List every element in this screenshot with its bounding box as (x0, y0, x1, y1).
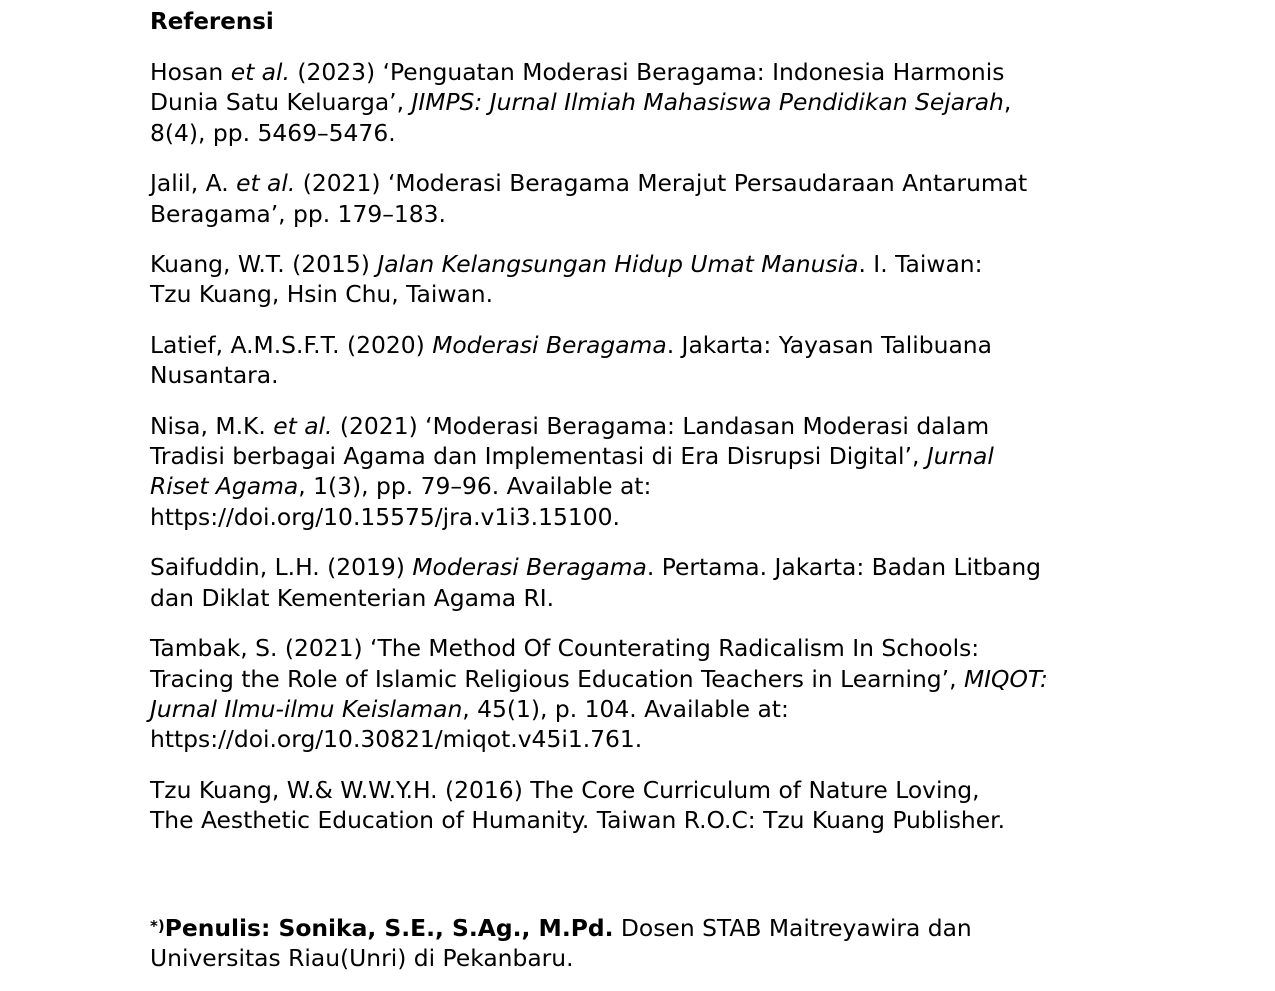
italic-text: JIMPS: Jurnal Ilmiah Mahasiswa Pendidikan Sejarah (411, 88, 1004, 117)
text-span: https://doi.org/10.15575/jra.v1i3.15100. (150, 502, 620, 531)
footnote-marker: *) (150, 917, 165, 935)
reference-line (150, 199, 1150, 229)
bold-text: Penulis: Sonika, S.E., S.Ag., M.Pd. (164, 914, 614, 942)
references-page (150, 6, 1150, 856)
reference-line (150, 411, 1150, 441)
reference-line (150, 87, 1150, 117)
reference-line (150, 168, 1150, 198)
text-span: (2021) ‘Moderasi Beragama: Landasan Moderasi dalam (332, 411, 990, 440)
reference-line (150, 552, 1150, 582)
text-span: dan Diklat Kementerian Agama RI. (150, 583, 555, 612)
text-span: , 45(1), p. 104. Available at: (462, 694, 789, 723)
author-footnote (150, 913, 1150, 974)
text-span: Nisa, M.K. (150, 411, 274, 440)
text-span: (2021) ‘Moderasi Beragama Merajut Persaudaraan Antarumat (295, 169, 1028, 198)
text-span: Tzu Kuang, Hsin Chu, Taiwan. (150, 280, 494, 309)
text-span: , (1003, 88, 1012, 117)
reference-entry (150, 633, 1150, 755)
text-span: . Pertama. Jakarta: Badan Litbang (646, 553, 1042, 582)
reference-entry (150, 249, 1150, 310)
reference-line (150, 664, 1150, 694)
footnote-line (150, 913, 1150, 943)
italic-text: Moderasi Beragama (412, 553, 647, 582)
reference-line (150, 694, 1150, 724)
italic-text: et al. (230, 58, 290, 86)
reference-line (150, 118, 1150, 148)
reference-line (150, 441, 1150, 471)
text-span: Tracing the Role of Islamic Religious Education Teachers in Learning’, (150, 664, 964, 693)
reference-entry (150, 168, 1150, 229)
text-span: Hosan (150, 58, 231, 86)
text-span: Jalil, A. (150, 169, 237, 198)
text-span: . I. Taiwan: (858, 250, 983, 279)
italic-text: Jurnal (926, 442, 994, 471)
reference-line (150, 279, 1150, 309)
reference-entry (150, 552, 1150, 613)
reference-line (150, 330, 1150, 360)
text-span: Latief, A.M.S.F.T. (2020) (150, 330, 433, 359)
reference-line (150, 471, 1150, 501)
text-span: Kuang, W.T. (2015) (150, 250, 378, 279)
text-span: . Jakarta: Yayasan Talibuana (666, 330, 992, 359)
text-span: Universitas Riau(Unri) di Pekanbaru. (150, 944, 574, 973)
italic-text: Moderasi Beragama (432, 330, 667, 359)
text-span: Saifuddin, L.H. (2019) (150, 553, 413, 582)
reference-line (150, 805, 1150, 835)
text-span: 8(4), pp. 5469–5476. (150, 118, 396, 147)
text-span: (2023) ‘Penguatan Moderasi Beragama: Indonesia Harmonis (289, 58, 1005, 86)
reference-entry (150, 330, 1150, 391)
reference-line (150, 583, 1150, 613)
italic-text: MIQOT: (963, 664, 1048, 693)
italic-text: Jalan Kelangsungan Hidup Umat Manusia (377, 250, 859, 279)
reference-list (150, 57, 1150, 836)
reference-line (150, 57, 1150, 87)
reference-entry (150, 57, 1150, 148)
reference-line (150, 775, 1150, 805)
text-span: Nusantara. (150, 361, 279, 390)
text-span: , 1(3), pp. 79–96. Available at: (298, 472, 652, 501)
italic-text: Riset Agama (150, 472, 299, 501)
reference-entry (150, 411, 1150, 533)
text-span: Dunia Satu Keluarga’, (150, 88, 412, 117)
reference-line (150, 724, 1150, 754)
text-span: The Aesthetic Education of Humanity. Taiwan R.O.C: Tzu Kuang Publisher. (150, 806, 1006, 835)
references-heading: Referensi (150, 9, 274, 35)
text-span: Beragama’, pp. 179–183. (150, 199, 446, 228)
reference-line (150, 502, 1150, 532)
footnote-line (150, 943, 1150, 973)
text-span: Tzu Kuang, W.& W.W.Y.H. (2016) The Core Curriculum of Nature Loving, (150, 775, 980, 804)
reference-line (150, 360, 1150, 390)
reference-entry (150, 775, 1150, 836)
text-span: Tradisi berbagai Agama dan Implementasi di Era Disrupsi Digital’, (150, 442, 927, 471)
italic-text: et al. (236, 169, 296, 198)
text-span: Dosen STAB Maitreyawira dan (613, 914, 972, 942)
text-span: Tambak, S. (2021) ‘The Method Of Counterating Radicalism In Schools: (150, 634, 980, 663)
italic-text: Jurnal Ilmu-ilmu Keislaman (150, 694, 463, 723)
reference-line (150, 249, 1150, 279)
reference-line (150, 633, 1150, 663)
italic-text: et al. (273, 411, 333, 440)
text-span: https://doi.org/10.30821/miqot.v45i1.761. (150, 725, 643, 754)
